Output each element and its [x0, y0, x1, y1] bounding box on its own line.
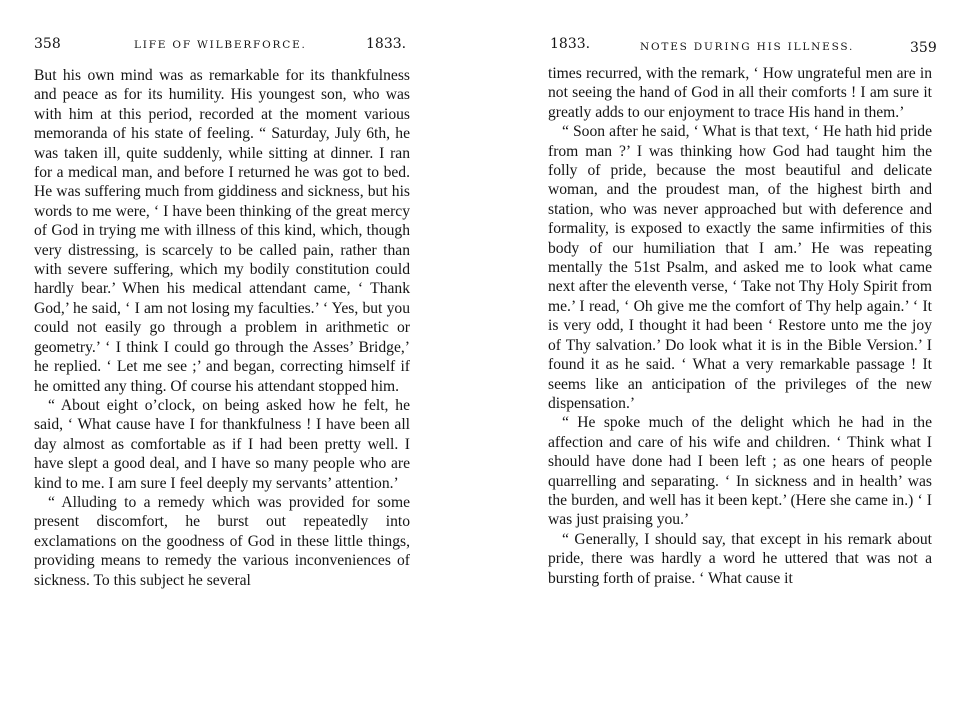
running-year: 1833. [550, 36, 591, 52]
paragraph: “ Alluding to a remedy which was provided for some present discomfort, he burst out repeatedly into exclamations on the goodness of God in these little things, providing means to remedy the various inconveniences of sickness. To this subject he several [34, 493, 410, 589]
paragraph: “ Generally, I should say, that except in his remark about pride, there was hardly a word he uttered that was not a bursting forth of praise. ‘ What cause it [548, 530, 932, 587]
paragraph: “ He spoke much of the delight which he had in the affection and care of his wife and children. ‘ Think what I should have done had I been left ; as one hears of people quarrelling and separating. ‘ In sickness and in health’ was the burden, and well has it been kept.’ (Here she came in.) ‘ I was just praising you.’ [548, 414, 932, 529]
running-title: NOTES DURING HIS ILLNESS. [640, 41, 855, 53]
right-page-header [518, 36, 980, 56]
paragraph: times recurred, with the remark, ‘ How ungrateful men are in not seeing the hand of God in all their comforts ! I am sure it greatly adds to our enjoyment to trace His hand in them.’ [548, 65, 932, 121]
left-page-body [34, 66, 410, 590]
right-page-body [548, 64, 932, 588]
left-page [0, 0, 470, 705]
running-title: LIFE OF WILBERFORCE. [134, 39, 307, 51]
left-page-header [0, 36, 470, 56]
paragraph: But his own mind was as remarkable for its thankfulness and peace as for its humility. His youngest son, who was with him at this period, recorded at the moment various memoranda of his state of feeling. “ Saturday, July 6th, he was taken ill, quite suddenly, while sitting at dinner. I ran for a medical man, and before I returned he was got to bed. He was suffering much from giddiness and sickness, but his words to me were, ‘ I have been thinking of the great mercy of God in trying me with illness of this kind, which, though very distressing, is scarcely to be called pain, rather than with severe suffering, which my bodily constitution could hardly bear.’ When his medical attendant came, ‘ Thank God,’ he said, ‘ I am not losing my faculties.’ ‘ Yes, but you could not easily go through a problem in arithmetic or geometry.’ ‘ I think I could go through the Asses’ Bridge,’ he replied. ‘ Let me see ;’ and began, correcting himself if he omitted any thing. Of course his attendant stopped him. [34, 67, 410, 395]
page-number: 359 [910, 40, 937, 56]
paragraph: “ Soon after he said, ‘ What is that text, ‘ He hath hid pride from man ?’ I was thinking how God had taught him the folly of pride, because the most beautiful and delicate woman, and the proudest man, of the highest birth and station, who was never approached but with deference and formality, is exposed to exactly the same infirmities of this body of our humiliation that I am.’ He was repeating mentally the 51st Psalm, and asked me to look what came next after the eleventh verse, ‘ Take not Thy Holy Spirit from me.’ I read, ‘ Oh give me the comfort of Thy help again.’ ‘ It is very odd, I thought it had been ‘ Restore unto me the joy of Thy salvation.’ Do look what it is in the Bible Version.’ I found it as he said. ‘ What a very remarkable passage ! It seems like an anticipation of the privileges of the new dispensation.’ [548, 123, 932, 412]
page-number: 358 [34, 36, 61, 52]
paragraph: “ About eight o’clock, on being asked how he felt, he said, ‘ What cause have I for thankfulness ! I have been all day almost as comfortable as if I had been pretty well. I have slept a good deal, and I have so many people who are kind to me. I am sure I feel deeply my servants’ attention.’ [34, 396, 410, 492]
running-year: 1833. [366, 36, 407, 52]
right-page [518, 0, 980, 705]
